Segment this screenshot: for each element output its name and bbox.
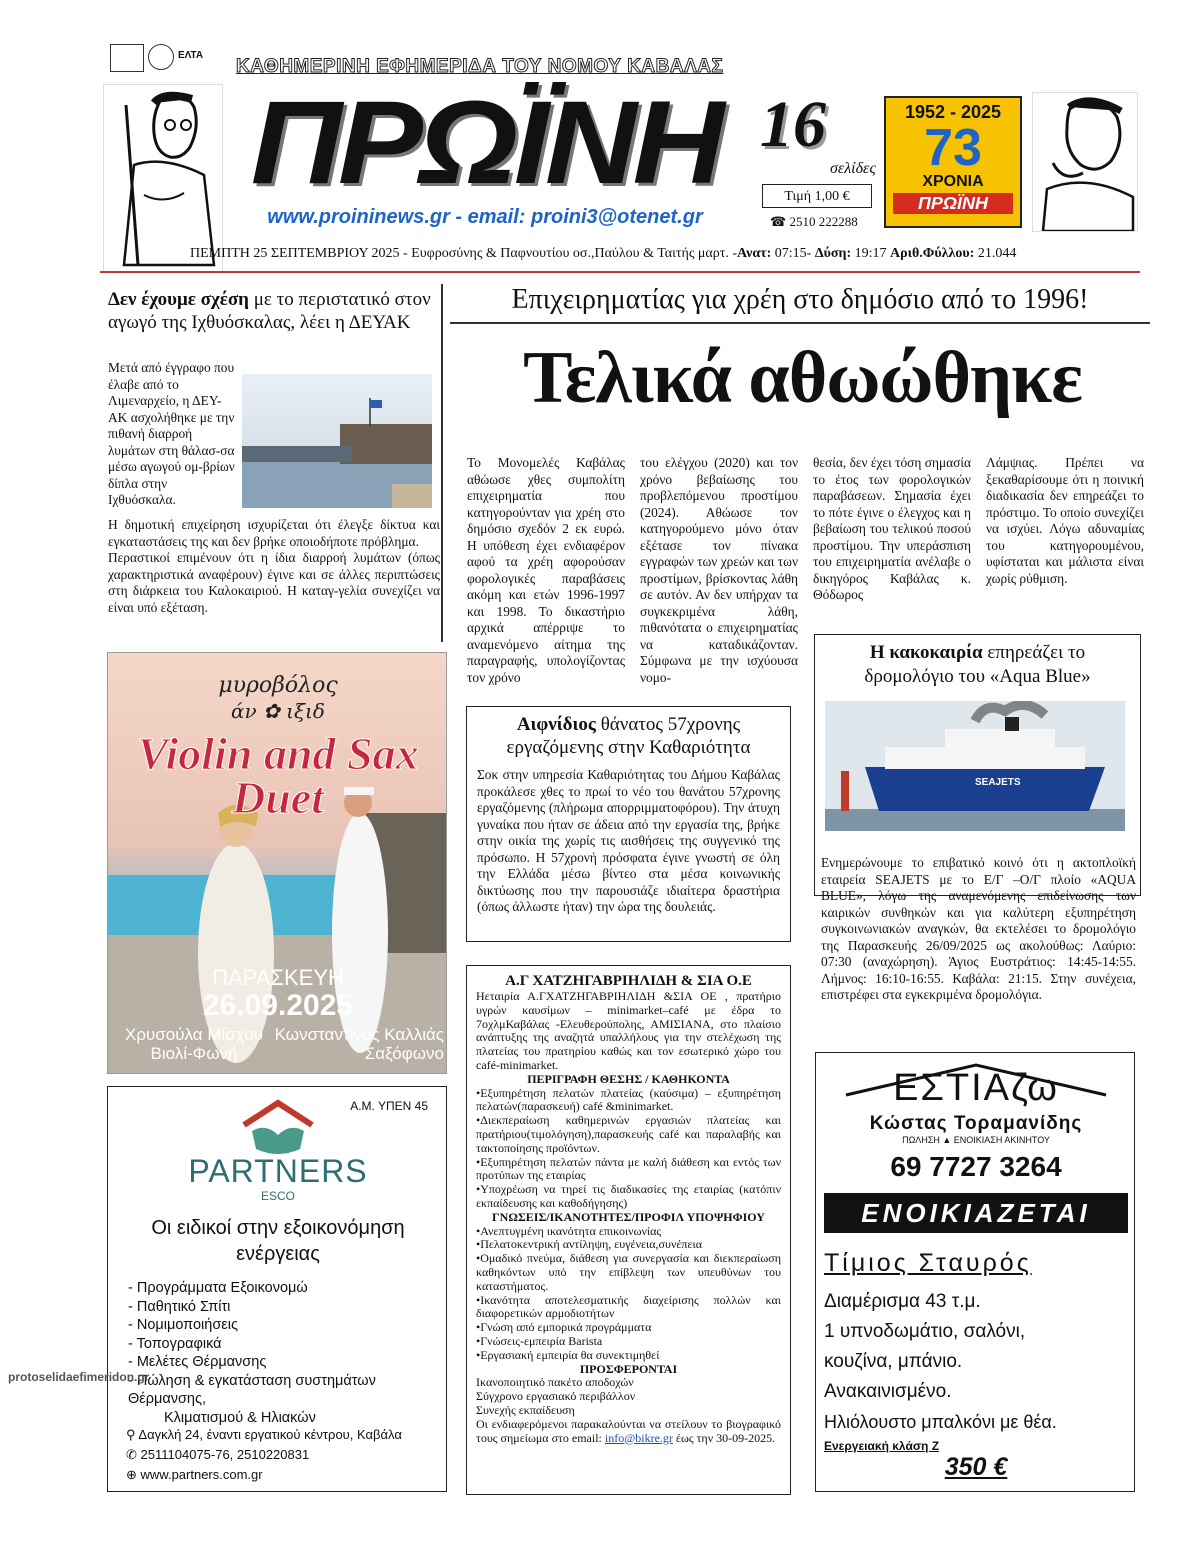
- lead-column-2: του ελέγχου (2020) και τον χρόνο βεβαίωσης του προβλεπόμενου προστίμου (2024). Αθώωσε τον κατηγορούμενο μόνο όταν εξέτασε τον πίνακα εγγραφών των χρεών και των προστίμων, βρίσκοντας λάθη σε αυτόν. Αν δεν υπήρχαν τα συγκεκριμένα λάθη, πιθανότατα ο επιχειρηματίας να καταδικάζονταν. Σύμφωνα με την ισχύουσα νομο-: [640, 455, 799, 685]
- estia-detail: κουζίνα, μπάνιο.: [824, 1351, 963, 1372]
- page-count: 16: [760, 88, 826, 161]
- deyak-headline-bold: Δεν έχουμε σχέση: [108, 289, 249, 310]
- ferry-headline-bold: Η κακοκαιρία: [869, 642, 983, 663]
- deyak-paragraph-3: Περαστικοί επιμένουν ότι η ίδια διαρροή λυμάτων (όπως χαρακτηριστικά αναφέρουν) έγινε και σε άλλες περιπτώσεις στη διάρκεια του Καλοκαιριού. Η καταγ-γελία συνεχίζει να είναι υπό εξέταση.: [108, 550, 440, 615]
- deyak-body-bottom: [108, 517, 440, 616]
- deyak-headline-rest: με το περιστατικό στον αγωγό της Ιχθυόσκαλας, λέει η ΔΕΥΑΚ: [108, 289, 431, 333]
- concert-date: 26.09.2025: [202, 989, 354, 1022]
- anniversary-badge: [884, 96, 1022, 228]
- sunset-time: 19:17: [851, 246, 890, 261]
- ferry-hull-text: SEAJETS: [975, 777, 1021, 788]
- concert-artist-2-name: Κωνσταντίνος Καλλιάς: [274, 1025, 444, 1044]
- job-skill: •Ανεπτυγμένη ικανότητα επικοινωνίας: [476, 1223, 662, 1238]
- partners-contact: [126, 1425, 446, 1485]
- concert-brand-bottom: άν ✿ ιξιδ: [231, 699, 325, 723]
- location-pin-icon: ⚲: [126, 1427, 139, 1442]
- masthead-phone: ☎ 2510 222288: [770, 214, 858, 229]
- price: Τιμή 1,00 €: [762, 184, 872, 208]
- concert-title-1: Violin and Sax: [137, 728, 419, 779]
- newspaper-logo: ΠΡΩΪΝΗ: [250, 77, 721, 209]
- job-skills-heading: ΓΝΩΣΕΙΣ/ΙΚΑΝΟΤΗΤΕΣ/ΠΡΟΦΙΛ ΥΠΟΨΗΦΙΟΥ: [492, 1209, 765, 1224]
- death-headline-rest: θάνατος 57χρονης εργαζόμενης στην Καθαριότητα: [506, 714, 751, 758]
- issue-label: Αριθ.Φύλλου:: [890, 246, 975, 261]
- ferry-photo: [825, 701, 1125, 831]
- death-headline: [477, 713, 780, 759]
- partners-service: - Προγράμματα Εξοικονομώ: [128, 1280, 308, 1296]
- job-skill: •Εργασιακή εμπειρία θα συνεκτιμηθεί: [476, 1347, 660, 1362]
- job-offers-heading: ΠΡΟΣΦΕΡΟΝΤΑΙ: [579, 1361, 678, 1376]
- lead-column-3: θεσία, δεν έχει τόση σημασία το έτος των φορολογικών παραβάσεων. Σημασία έχει το πότε έγινε ο έλεγχος και η βεβαίωση του τελικού ποσού προστίμου. Την υπεράσπιση του επιχειρηματία ανέλαβε ο δικηγόρος Καβάλας κ. Θόδωρος: [813, 455, 971, 602]
- date-text: ΠΕΜΠΤΗ 25 ΣΕΠΤΕΜΒΡΙΟΥ 2025 - Ευφροσύνης & Παφνουτίου οσ.,Παύλου & Ταιτής μαρτ. -: [190, 246, 737, 261]
- concert-artist-1-name: Χρυσούλα Μίσχου: [125, 1025, 263, 1044]
- job-offer: Συνεχής εκπαίδευση: [476, 1402, 575, 1417]
- concert-artist-2: [268, 1025, 444, 1063]
- elta-logo: ΕΛΤΑ: [178, 50, 204, 61]
- lead-headline[interactable]: Τελικά αθωώθηκε: [523, 337, 1082, 419]
- job-duty: •Εξυπηρέτηση πελατών πλατείας (καύσιμα) – εξυπηρέτηση πελατών(παρασκευή) café &minimarket.: [476, 1085, 781, 1114]
- globe-icon: ⊕: [126, 1467, 141, 1482]
- concert-artist-1-role: Βιολί-Φωνή: [150, 1044, 238, 1063]
- partners-address: Δαγκλή 24, έναντι εργατικού κέντρου, Καβάλα: [138, 1427, 402, 1442]
- estia-owner: Κώστας Τοραμανίδης: [869, 1113, 1083, 1134]
- sunrise-time: 07:15-: [771, 246, 815, 261]
- estia-detail: Διαμέρισμα 43 τ.μ.: [824, 1291, 981, 1312]
- handshake-house-icon: [238, 1097, 318, 1157]
- sunrise-label: Ανατ:: [737, 246, 772, 261]
- job-closing-date: έως την 30-09-2025.: [672, 1430, 776, 1445]
- harbor-photo: [242, 374, 432, 508]
- column-rule: [441, 284, 443, 642]
- web-email-line[interactable]: www.proininews.gr - email: proini3@otenet.gr: [267, 206, 703, 228]
- estia-phone[interactable]: 69 7727 3264: [890, 1151, 1062, 1182]
- date-bar: [190, 246, 1110, 262]
- death-body: Σοκ στην υπηρεσία Καθαριότητας του Δήμου Καβάλας προκάλεσε χθες το πρωί το νέο του θανάτου 57χρονης εργαζόμενης (πλήρωμα απορριμματοφόρου). Την άτυχη γυναίκα που ήταν σε άδεια από την εργασία της, βρήκε στην οικία της χωρίς τις αισθήσεις της συγγενικό της πρόσωπο. Η 57χρονή πρόσφατα έγινε γνωστή σε όλη την Ελλάδα μέσω βίντεο στα μέσα κοινωνικής δικτύωσης που την παρουσιάζε ιδιαίτερα δραστήρια (όπως άλλωστε ήταν) την ώρα της δουλειάς.: [477, 767, 780, 914]
- concert-day: ΠΑΡΑΣΚΕΥΗ: [212, 965, 344, 990]
- partners-service: - Μελέτες Θέρμανσης: [128, 1354, 267, 1370]
- job-ad[interactable]: [466, 965, 791, 1495]
- partners-service: - Τοπογραφικά: [128, 1335, 222, 1352]
- estia-rent-banner: ΕΝΟΙΚΙΑΖΕΤΑΙ: [824, 1193, 1128, 1233]
- deyak-paragraph-2: Η δημοτική επιχείρηση ισχυρίζεται ότι έλεγξε δίκτυα και εγκαταστάσεις της και δεν βρήκε οποιοδήποτε πρόβλημα.: [108, 517, 440, 549]
- lead-kicker: Επιχειρηματίας για χρέη στο δημόσιο από το 1996!: [511, 284, 1089, 315]
- job-email-link[interactable]: info@bikre.gr: [604, 1430, 673, 1445]
- kicker-rule: [450, 322, 1150, 324]
- estia-brand: ΕΣΤΙΑζω: [893, 1067, 1059, 1109]
- estia-detail: Ανακαινισμένο.: [824, 1381, 952, 1402]
- partners-slogan: Οι ειδικοί στην εξοικονόμηση ενέργειας: [151, 1217, 405, 1265]
- deyak-body-top: Μετά από έγγραφο που έλαβε από το Λιμεναρχείο, η ΔΕΥ-ΑΚ ασχολήθηκε με την πιθανή διαρροή λυμάτων στη θάλασ-σα μέσω αγωγού ομ-βρίων δίπλα στην Ιχθυόσκαλα.: [108, 360, 235, 507]
- job-title: Α.Γ ΧΑΤΖΗΓΑΒΡΙΗΛΙΔΗ & ΣΙΑ Ο.Ε: [505, 973, 752, 989]
- job-skill: •Ομαδικό πνεύμα, διάθεση για συνεργασία και διεκπεραίωση καθηκόντων υπό την επίβλεψη των υπευθύνων του καταστήματος.: [476, 1251, 781, 1293]
- job-duty: •Υποχρέωση να τηρεί τις διαδικασίες της εταιρίας (κατόπιν εκπαίδευσης και καθοδήγησης): [476, 1182, 781, 1210]
- estia-owner-sub: ΠΩΛΗΣΗ ▲ ΕΝΟΙΚΙΑΣΗ ΑΚΙΝΗΤΟΥ: [902, 1135, 1050, 1145]
- partners-service: - Πώληση & εγκατάσταση συστημάτων Θέρμανσης,: [128, 1372, 376, 1407]
- stamp-box: [110, 44, 144, 72]
- stamp-circle: [148, 44, 174, 70]
- deyak-headline[interactable]: [108, 288, 438, 334]
- job-skill: •Πελατοκεντρική αντίληψη, ευγένεια,συνέπεια: [476, 1237, 703, 1252]
- estia-detail: 1 υπνοδωμάτιο, σαλόνι,: [824, 1321, 1026, 1342]
- partners-service: - Παθητικό Σπίτι: [128, 1298, 231, 1315]
- partners-service: Κλιματισμού & Ηλιακών: [164, 1409, 316, 1426]
- sunset-label: Δύση:: [814, 246, 852, 261]
- partners-web[interactable]: www.partners.com.gr: [140, 1467, 263, 1482]
- postage-stamps: [110, 44, 220, 72]
- ferry-headline-rest: επηρεάζει το δρομολόγιο του «Aqua Blue»: [864, 642, 1091, 687]
- concert-artist-1: [114, 1025, 274, 1063]
- estia-detail: Ηλιόλουστο μπαλκόνι με θέα.: [824, 1412, 1057, 1432]
- tagline: ΚΑΘΗΜΕΡΙΝΗ ΕΦΗΜΕΡΙΔΑ ΤΟΥ ΝΟΜΟΥ ΚΑΒΑΛΑΣ: [236, 56, 724, 77]
- estia-location: Τίμιος Σταυρός: [824, 1249, 1032, 1277]
- concert-title-2: Duet: [232, 772, 324, 823]
- lead-column-1: Το Μονομελές Καβάλας αθώωσε χθες συμπολίτη επιχειρηματία που κατηγορούνταν για χρέη στο δημόσιο σχεδόν 2 εκ ευρώ. Η υπόθεση έχει ενδιαφέρον αφού τα χρέη αφορούσαν φορολογικές παραβάσεις ακόμη και ετών 1996-1997 και 1998. Το δικαστήριο αρχικά απέρριψε το αναμενόμενο αίτημα της παραγραφής, υπολογίζοντας τον χρόνο: [467, 455, 625, 685]
- right-caricature: [1032, 92, 1138, 232]
- anniversary-number: 73: [924, 119, 982, 177]
- real-estate-ad[interactable]: [815, 1052, 1135, 1492]
- concert-brand-top: μυροβόλος: [218, 673, 338, 698]
- estia-energy: Ενεργειακή κλάση Ζ: [824, 1439, 940, 1453]
- anniversary-years: 1952 - 2025: [904, 102, 1002, 122]
- job-skill: •Γνώσεις-εμπειρία Barista: [476, 1333, 603, 1348]
- left-caricature: [103, 84, 223, 272]
- estia-details: [824, 1287, 1134, 1437]
- job-duties-heading: ΠΕΡΙΓΡΑΦΗ ΘΕΣΗΣ / ΚΑΘΗΚΟΝΤΑ: [527, 1071, 730, 1086]
- concert-artist-2-role: Σαξόφωνο: [364, 1044, 444, 1063]
- death-headline-bold: Αιφνίδιος: [516, 714, 596, 735]
- job-offer: Ικανοποιητικό πακέτο αποδοχών: [476, 1375, 634, 1390]
- estia-price: 350 €: [944, 1453, 1008, 1481]
- partners-sub: ESCO: [260, 1189, 295, 1203]
- partners-services: [128, 1279, 448, 1427]
- ferry-body: Ενημερώνουμε το επιβατικό κοινό ότι η ακτοπλοϊκή εταιρεία SEAJETS με το Ε/Γ –Ο/Γ πλοίο «AQUA BLUE», λόγω της αναμενόμενης επιδείνωσης των καιρικών συνθηκών και για καλύτερη εξυπηρέτηση συγκοινωνιακών αναγκών, θα εκτελέσει το δρομολόγιο της Παρασκευής 26/09/2025 ως ακολούθως: Λαύριο: 07:30 (αναχώρηση). Άγιος Ευστράτιος: 14:45-14:55. Λήμνος: 16:10-16:55. Καβάλα: 21:15. Στην συνέχεια, επιστρέφει στα εγκεκριμένα δρομολόγια.: [821, 855, 1136, 1002]
- job-skill: •Γνώση από εμπορικά προγράμματα: [476, 1320, 652, 1335]
- partners-service: - Νομιμοποιήσεις: [128, 1317, 238, 1333]
- masthead-divider: [100, 271, 1140, 273]
- concert-ad[interactable]: [107, 652, 447, 1074]
- partners-registration: Α.Μ. ΥΠΕΝ 45: [350, 1099, 428, 1113]
- job-skill: •Ικανότητα αποτελεσματικής διαχείρισης πολλών και διαφορετικών αρμοδιοτήτων: [476, 1292, 781, 1321]
- partners-brand: PARTNERS: [188, 1153, 368, 1189]
- lead-column-4: Λάμψιας. Πρέπει να ξεκαθαρίσουμε ότι η ποινική διαδικασία δεν επηρεάζει το πρόστιμο. Το οποίο συνεχίζει να ισχύει. Λόγω αδυναμίας του κατηγορουμένου, υφίσταται και μάλιστα είναι χωρίς ρύθμιση.: [986, 455, 1144, 586]
- page-count-label: σελίδες: [830, 160, 876, 177]
- death-story[interactable]: [466, 706, 791, 942]
- job-closing-text: Οι ενδιαφερόμενοι παρακαλούνται να στείλουν το βιογραφικό τους σημείωμα στο email:: [476, 1416, 781, 1445]
- source-watermark: protoselidaefimeridon.gr: [8, 1370, 150, 1384]
- anniversary-label: ΧΡΟΝΙΑ: [922, 173, 984, 190]
- partners-phones: 2511104075-76, 2510220831: [140, 1447, 310, 1462]
- job-duty: •Εξυπηρέτηση πελατών πάντα με καλή διάθεση και εντός των προτύπων της εταιρίας: [476, 1154, 781, 1183]
- partners-ad[interactable]: [107, 1086, 447, 1492]
- job-intro: Ηεταιρία Α.ΓΧΑΤΖΗΓΑΒΡΙΗΛΙΔΗ &ΣΙΑ ΟΕ , πρατήριο υγρών καυσίμων – minimarket–café με έδρα το 7οχλμΚαβάλας -Ελευθερούπολης, ΑΜΙΣΙΑΝΑ, στο πλαίσιο ανάπτυξης της αναζητά υπαλλήλους για την στελέχωση της πλατείας του πρατηρίου καθώς και τον εσωτερικό χώρο του café-minimarket.: [476, 989, 781, 1072]
- job-duty: •Διεκπεραίωση καθημερινών εργασιών πλατείας και πρατήριου(τιμολόγηση),παρασκευής café και παραλαβής και τακτοποίησης προϊόντων.: [476, 1113, 781, 1155]
- phone-icon: ✆: [126, 1447, 141, 1462]
- job-closing: [476, 1418, 781, 1446]
- job-offer: Σύγχρονο εργασιακό περιβάλλον: [476, 1389, 636, 1404]
- issue-number: 21.044: [974, 246, 1017, 261]
- anniversary-logo: ΠΡΩΪΝΗ: [893, 193, 1013, 214]
- ferry-headline: [823, 641, 1132, 689]
